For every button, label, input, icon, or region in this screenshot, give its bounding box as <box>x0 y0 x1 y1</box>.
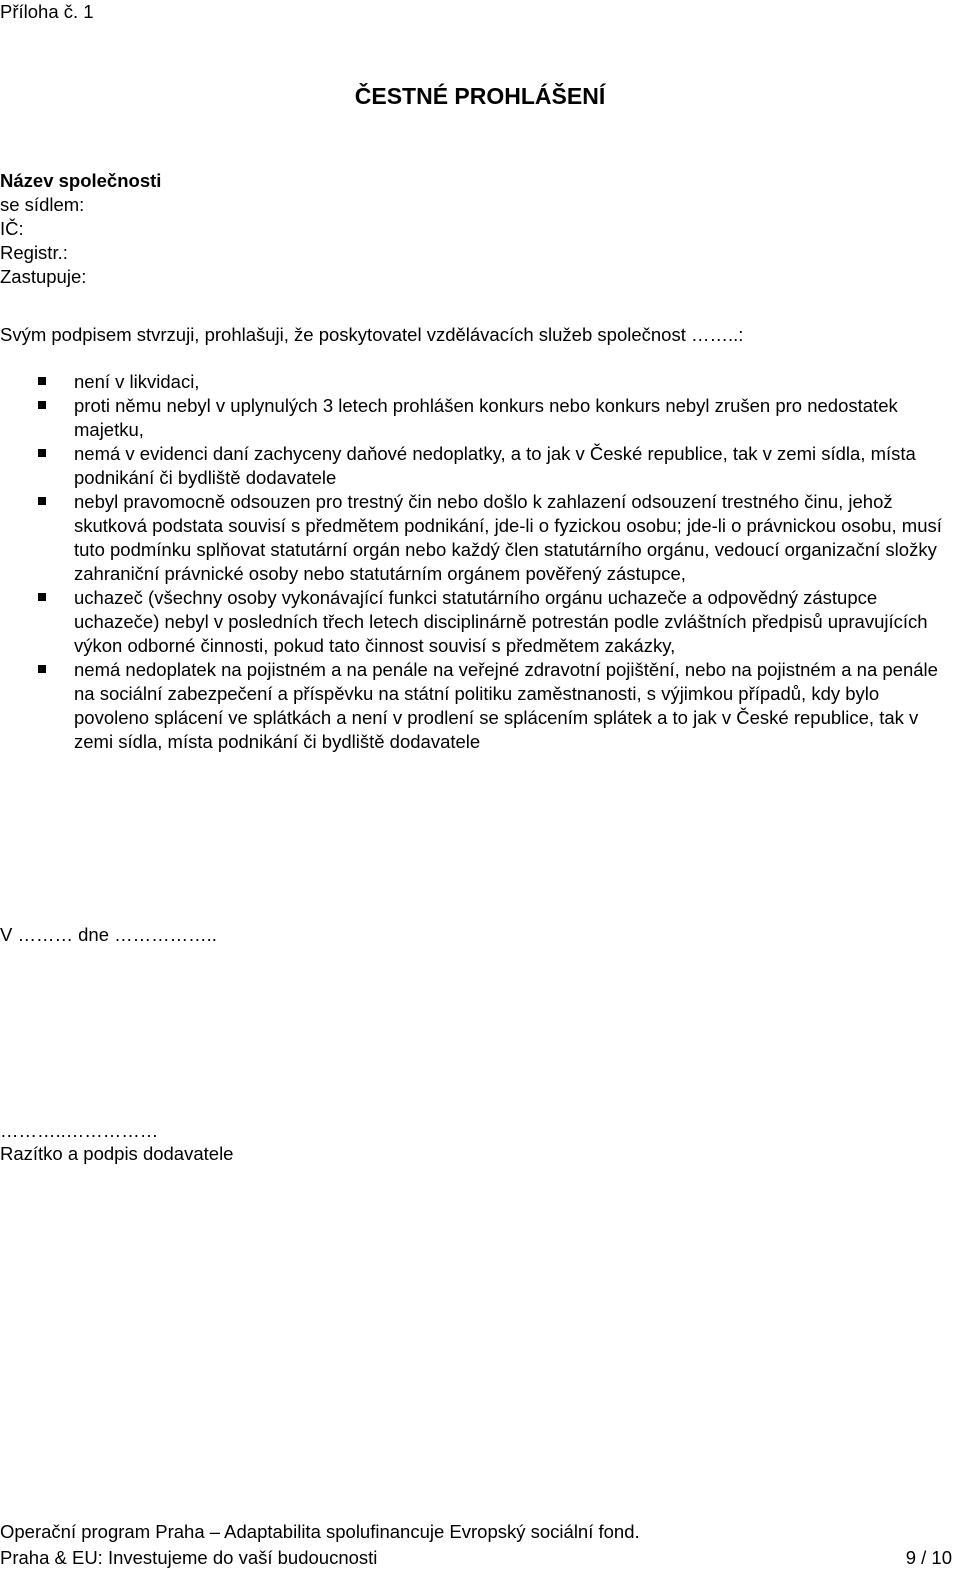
list-item <box>0 490 948 586</box>
conditions-list <box>0 370 948 754</box>
signature-line: ………..…………… <box>0 1120 159 1141</box>
signature-label: Razítko a podpis dodavatele <box>0 1143 234 1164</box>
declaration-intro: Svým podpisem stvrzuji, prohlašuji, že poskytovatel vzdělávacích služeb společnost ……..: <box>0 324 744 345</box>
list-item <box>0 442 948 490</box>
condition-text: nemá nedoplatek na pojistném a na penále na veřejné zdravotní pojištění, nebo na pojistném a na penále na sociální zabezpečení a příspěvku na státní politiku zaměstnanosti, s výjimkou případů, kdy bylo povoleno splácení ve splátkách a není v prodlení se splácením splátek a to jak v České republice, tak v zemi sídla, místa podnikání či bydliště dodavatele <box>74 659 938 752</box>
field-seat: se sídlem: <box>0 194 85 215</box>
condition-text: nemá v evidenci daní zachyceny daňové nedoplatky, a to jak v České republice, tak v zemi sídla, místa podnikání či bydliště dodavatele <box>74 443 916 488</box>
condition-text: nebyl pravomocně odsouzen pro trestný čin nebo došlo k zahlazení odsouzení trestného činu, jehož skutková podstata souvisí s předmětem podnikání, jde-li o fyzickou osobu; jde-li o právnickou osobu, musí tuto podmínku splňovat statutární orgán nebo každý člen statutárního orgánu, vedoucí organizační složky zahraniční právnické osoby nebo statutárním orgánem pověřený zástupce, <box>74 491 942 584</box>
list-item <box>0 658 948 754</box>
square-bullet-icon <box>38 449 46 457</box>
place-and-date: V ……… dne …………….. <box>0 924 217 945</box>
page-number: 9 / 10 <box>905 1547 952 1568</box>
condition-text: není v likvidaci, <box>74 371 200 392</box>
condition-text: proti němu nebyl v uplynulých 3 letech prohlášen konkurs nebo konkurs nebyl zrušen pro nedostatek majetku, <box>74 395 898 440</box>
footer-program-note: Operační program Praha – Adaptabilita spolufinancuje Evropský sociální fond. <box>0 1521 640 1542</box>
list-item <box>0 370 948 394</box>
square-bullet-icon <box>38 665 46 673</box>
document-title: ČESTNÉ PROHLÁŠENÍ <box>354 83 606 109</box>
square-bullet-icon <box>38 497 46 505</box>
list-item <box>0 586 948 658</box>
square-bullet-icon <box>38 593 46 601</box>
list-item <box>0 394 948 442</box>
square-bullet-icon <box>38 401 46 409</box>
field-representative: Zastupuje: <box>0 266 87 287</box>
square-bullet-icon <box>38 377 46 385</box>
field-ico: IČ: <box>0 218 24 239</box>
condition-text: uchazeč (všechny osoby vykonávající funkci statutárního orgánu uchazeče a odpovědný zástupce uchazeče) nebyl v posledních třech letech disciplinárně potrestán podle zvláštních předpisů upravujících výkon odborné činnosti, pokud tato činnost souvisí s předmětem zakázky, <box>74 587 928 656</box>
company-name-label: Název společnosti <box>0 170 162 191</box>
annex-label: Příloha č. 1 <box>0 1 94 22</box>
footer-slogan: Praha & EU: Investujeme do vaší budoucnosti <box>0 1547 378 1568</box>
field-registry: Registr.: <box>0 242 68 263</box>
